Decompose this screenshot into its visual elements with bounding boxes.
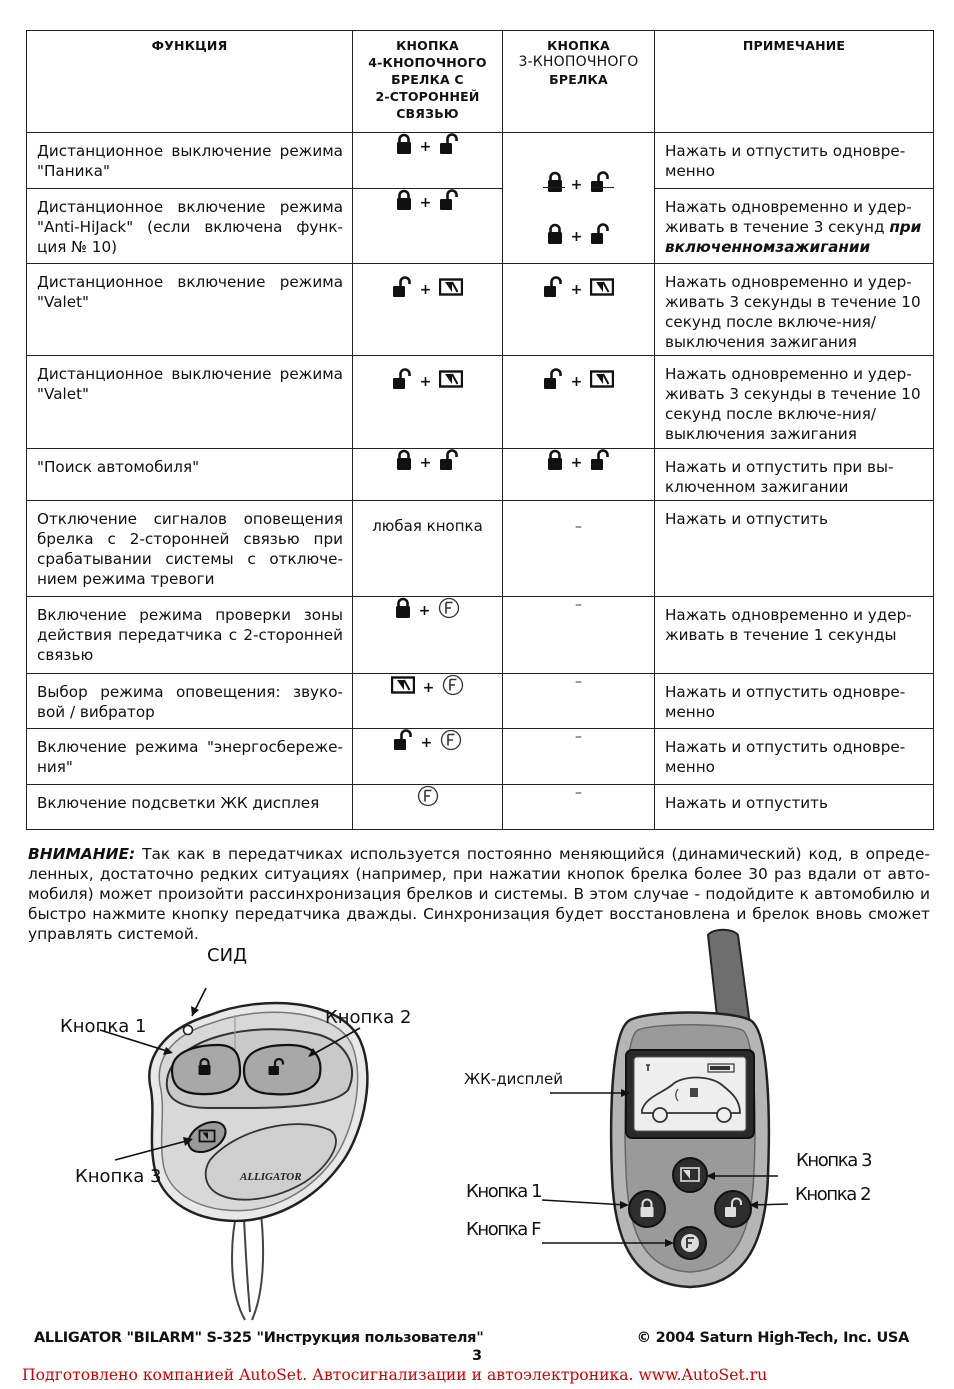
plus-sign: +: [419, 139, 432, 155]
plus-sign: +: [419, 282, 432, 298]
header-4btn-line: 4-КНОПОЧНОГО: [368, 55, 487, 70]
fob3-buttons-cell: [503, 597, 655, 674]
header-4-button-fob: [353, 31, 503, 133]
note-cell: Нажать одновременно и удер-живать 3 секунды в течение 10 секунд после включе-ния/выключения зажигания: [655, 356, 934, 449]
table-row: [27, 133, 934, 189]
header-note: [655, 31, 934, 133]
lock-open-icon: [439, 449, 459, 471]
table-row: [27, 449, 934, 501]
note-cell: Нажать и отпустить одновре-менно: [655, 133, 934, 189]
warning-lead: ВНИМАНИЕ:: [28, 845, 136, 863]
dash: –: [575, 785, 582, 801]
lock-closed-icon: [396, 189, 412, 211]
plus-sign: +: [570, 177, 583, 193]
plus-sign: +: [420, 735, 433, 751]
note-cell: Нажать и отпустить одновре-менно: [655, 729, 934, 785]
fob4-button-3[interactable]: [673, 1158, 707, 1192]
note-cell: Нажать и отпустить: [655, 785, 934, 830]
alligator-logo: ALLIGATOR: [240, 1171, 302, 1183]
f-button-icon: [438, 597, 460, 619]
header-4btn-line: БРЕЛКА С: [391, 72, 464, 87]
table-row: [27, 785, 934, 830]
fob3-buttons-cell: [503, 264, 655, 356]
lock-closed-icon: [547, 449, 563, 471]
dash: –: [575, 729, 582, 745]
note-cell: Нажать одновременно и удер-живать в течение 1 секунды: [655, 597, 934, 674]
header-4btn-line: СВЯЗЬЮ: [396, 106, 459, 121]
fob4-button-1[interactable]: [629, 1191, 665, 1227]
note-cell: [655, 189, 934, 264]
function-cell: Дистанционное выключение режима "Valet": [27, 356, 353, 449]
lcd-display-label: ЖК-дисплей: [464, 1070, 563, 1088]
fob4-buttons-cell: [353, 189, 503, 264]
function-cell: Отключение сигналов оповещения брелка с 2-сторонней связью при срабатывании системы с отключе-нием режима тревоги: [27, 501, 353, 597]
fob4-buttons-cell: [353, 264, 503, 356]
header-3btn-line: 3-КНОПОЧНОГО: [518, 54, 639, 70]
fob3-buttons-cell: [503, 785, 655, 830]
table-header-row: [27, 31, 934, 133]
function-cell: Дистанционное включение режима "Valet": [27, 264, 353, 356]
header-4btn-line: КНОПКА: [396, 38, 459, 53]
function-cell: Дистанционное выключение режима "Паника": [27, 133, 353, 189]
header-3-button-fob: [503, 31, 655, 133]
note-cell: Нажать и отпустить одновре-менно: [655, 674, 934, 729]
function-cell: Дистанционное включение режима "Anti-HiJack" (если включена функ-ция № 10): [27, 189, 353, 264]
header-function-text: ФУНКЦИЯ: [151, 38, 228, 53]
table-row: [27, 189, 934, 264]
table-row: [27, 729, 934, 785]
fob4-button-f[interactable]: [674, 1227, 706, 1259]
fob4-diagram: [590, 925, 790, 1305]
table-row: [27, 597, 934, 674]
plus-sign: +: [570, 374, 583, 390]
fob3-button-1-label: Кнопка 1: [60, 1016, 147, 1037]
fob3-buttons-cell: [503, 501, 655, 597]
lock-closed-icon: [547, 223, 563, 245]
lock-open-icon: [543, 368, 563, 390]
fob3-buttons-cell-merged: [503, 133, 655, 264]
lock-open-icon: [439, 133, 459, 155]
f-button-icon: [417, 785, 439, 807]
valet-icon: [590, 278, 614, 296]
header-function: [27, 31, 353, 133]
valet-icon: [590, 370, 614, 388]
fob4-buttons-cell: [353, 449, 503, 501]
fob3-button-2[interactable]: [244, 1045, 320, 1094]
lock-open-icon: [590, 449, 610, 471]
warning-paragraph: [28, 844, 930, 944]
any-button-text: любая кнопка: [372, 517, 483, 535]
fob4-buttons-cell: [353, 501, 503, 597]
function-cell: Включение режима "энергосбереже-ния": [27, 729, 353, 785]
header-4btn-line: 2-СТОРОННЕЙ: [375, 89, 480, 104]
function-cell: Включение режима проверки зоны действия передатчика с 2-сторонней связью: [27, 597, 353, 674]
fob3-buttons-cell: [503, 729, 655, 785]
lock-closed-icon: [396, 133, 412, 155]
fob4-buttons-cell: [353, 133, 503, 189]
valet-icon: [439, 278, 463, 296]
table-row: [27, 501, 934, 597]
plus-sign: +: [422, 680, 435, 696]
dash: –: [575, 597, 582, 613]
fob3-buttons-cell: [503, 674, 655, 729]
plus-sign: +: [570, 229, 583, 245]
note-cell: Нажать и отпустить: [655, 501, 934, 597]
fob3-diagram: [60, 990, 440, 1330]
plus-sign: +: [419, 374, 432, 390]
fob4-button-f-label: Кнопка F: [466, 1219, 541, 1240]
plus-sign: +: [570, 455, 583, 471]
valet-icon: [391, 676, 415, 694]
fob4-button-1-label: Кнопка 1: [466, 1181, 542, 1202]
divider: [543, 187, 565, 188]
plus-sign: +: [419, 455, 432, 471]
lock-open-icon: [392, 368, 412, 390]
fob4-buttons-cell: [353, 597, 503, 674]
lock-open-icon: [590, 171, 610, 193]
fob4-button-2[interactable]: [715, 1191, 751, 1227]
fob4-button-2-label: Кнопка 2: [795, 1184, 871, 1205]
note-cell: Нажать и отпустить при вы-ключенном зажигании: [655, 449, 934, 501]
lock-open-icon: [590, 223, 610, 245]
table-row: [27, 264, 934, 356]
table-row: [27, 356, 934, 449]
led-label: СИД: [207, 945, 248, 966]
lock-closed-icon: [547, 171, 563, 193]
function-cell: Включение подсветки ЖК дисплея: [27, 785, 353, 830]
credit-line: Подготовлено компанией AutoSet. Автосигнализации и автоэлектроника. www.AutoSet.ru: [22, 1366, 768, 1384]
lock-open-icon: [393, 729, 413, 751]
note-cell: Нажать одновременно и удер-живать 3 секунды в течение 10 секунд после включе-ния/выключения зажигания: [655, 264, 934, 356]
lock-closed-icon: [396, 449, 412, 471]
fob4-buttons-cell: [353, 674, 503, 729]
function-cell: Выбор режима оповещения: звуко-вой / вибратор: [27, 674, 353, 729]
fob4-buttons-cell: [353, 356, 503, 449]
fob4-antenna: [708, 930, 750, 1025]
plus-sign: +: [418, 603, 431, 619]
divider: [592, 187, 614, 188]
f-button-icon: [442, 674, 464, 696]
fob3-button-3-label: Кнопка 3: [75, 1166, 162, 1187]
dash: –: [575, 519, 582, 535]
function-cell: "Поиск автомобиля": [27, 449, 353, 501]
fob3-button-1[interactable]: [172, 1045, 240, 1094]
lock-open-icon: [439, 189, 459, 211]
lock-closed-icon: [395, 597, 411, 619]
fob4-buttons-cell: [353, 785, 503, 830]
header-3btn-line: КНОПКА: [547, 38, 610, 53]
lock-open-icon: [543, 276, 563, 298]
fob3-buttons-cell: [503, 449, 655, 501]
fob3-buttons-cell: [503, 356, 655, 449]
plus-sign: +: [570, 282, 583, 298]
led-indicator: [184, 1026, 193, 1035]
valet-icon: [439, 370, 463, 388]
dash: –: [575, 674, 582, 690]
note-emphasis: при включенномзажигании: [665, 218, 922, 256]
fob3-button-2-label: Кнопка 2: [325, 1007, 412, 1028]
warning-text: Так как в передатчиках используется постоянно меняющийся (динамический) код, в опреде-ленных, достаточно редких ситуациях (например, при нажатии кнопок брелка более 30 раз вдали от авто-мобиля) может произойти рассинхронизация брелков и системы. В этом случае - подойдите к автомобилю и быстро нажмите кнопку передатчика дважды. Синхронизация будет восстановлена и брелок вновь сможет управлять системой.: [28, 845, 930, 943]
f-button-icon: [440, 729, 462, 751]
header-3btn-line: БРЕЛКА: [549, 72, 608, 87]
footer-title: ALLIGATOR "BILARM" S-325 "Инструкция пользователя": [34, 1330, 484, 1346]
fob4-button-3-label: Кнопка 3: [796, 1150, 872, 1171]
function-table: [26, 30, 934, 830]
lock-open-icon: [392, 276, 412, 298]
table-row: [27, 674, 934, 729]
header-note-text: ПРИМЕЧАНИЕ: [742, 38, 846, 53]
fob4-buttons-cell: [353, 729, 503, 785]
note-text: Нажать одновременно и удер-живать в течение 3 секунд: [665, 198, 912, 236]
page-number: 3: [471, 1348, 483, 1364]
keyring-loop: [232, 1205, 263, 1320]
plus-sign: +: [419, 195, 432, 211]
footer-copyright: © 2004 Saturn High-Tech, Inc. USA: [636, 1330, 909, 1346]
